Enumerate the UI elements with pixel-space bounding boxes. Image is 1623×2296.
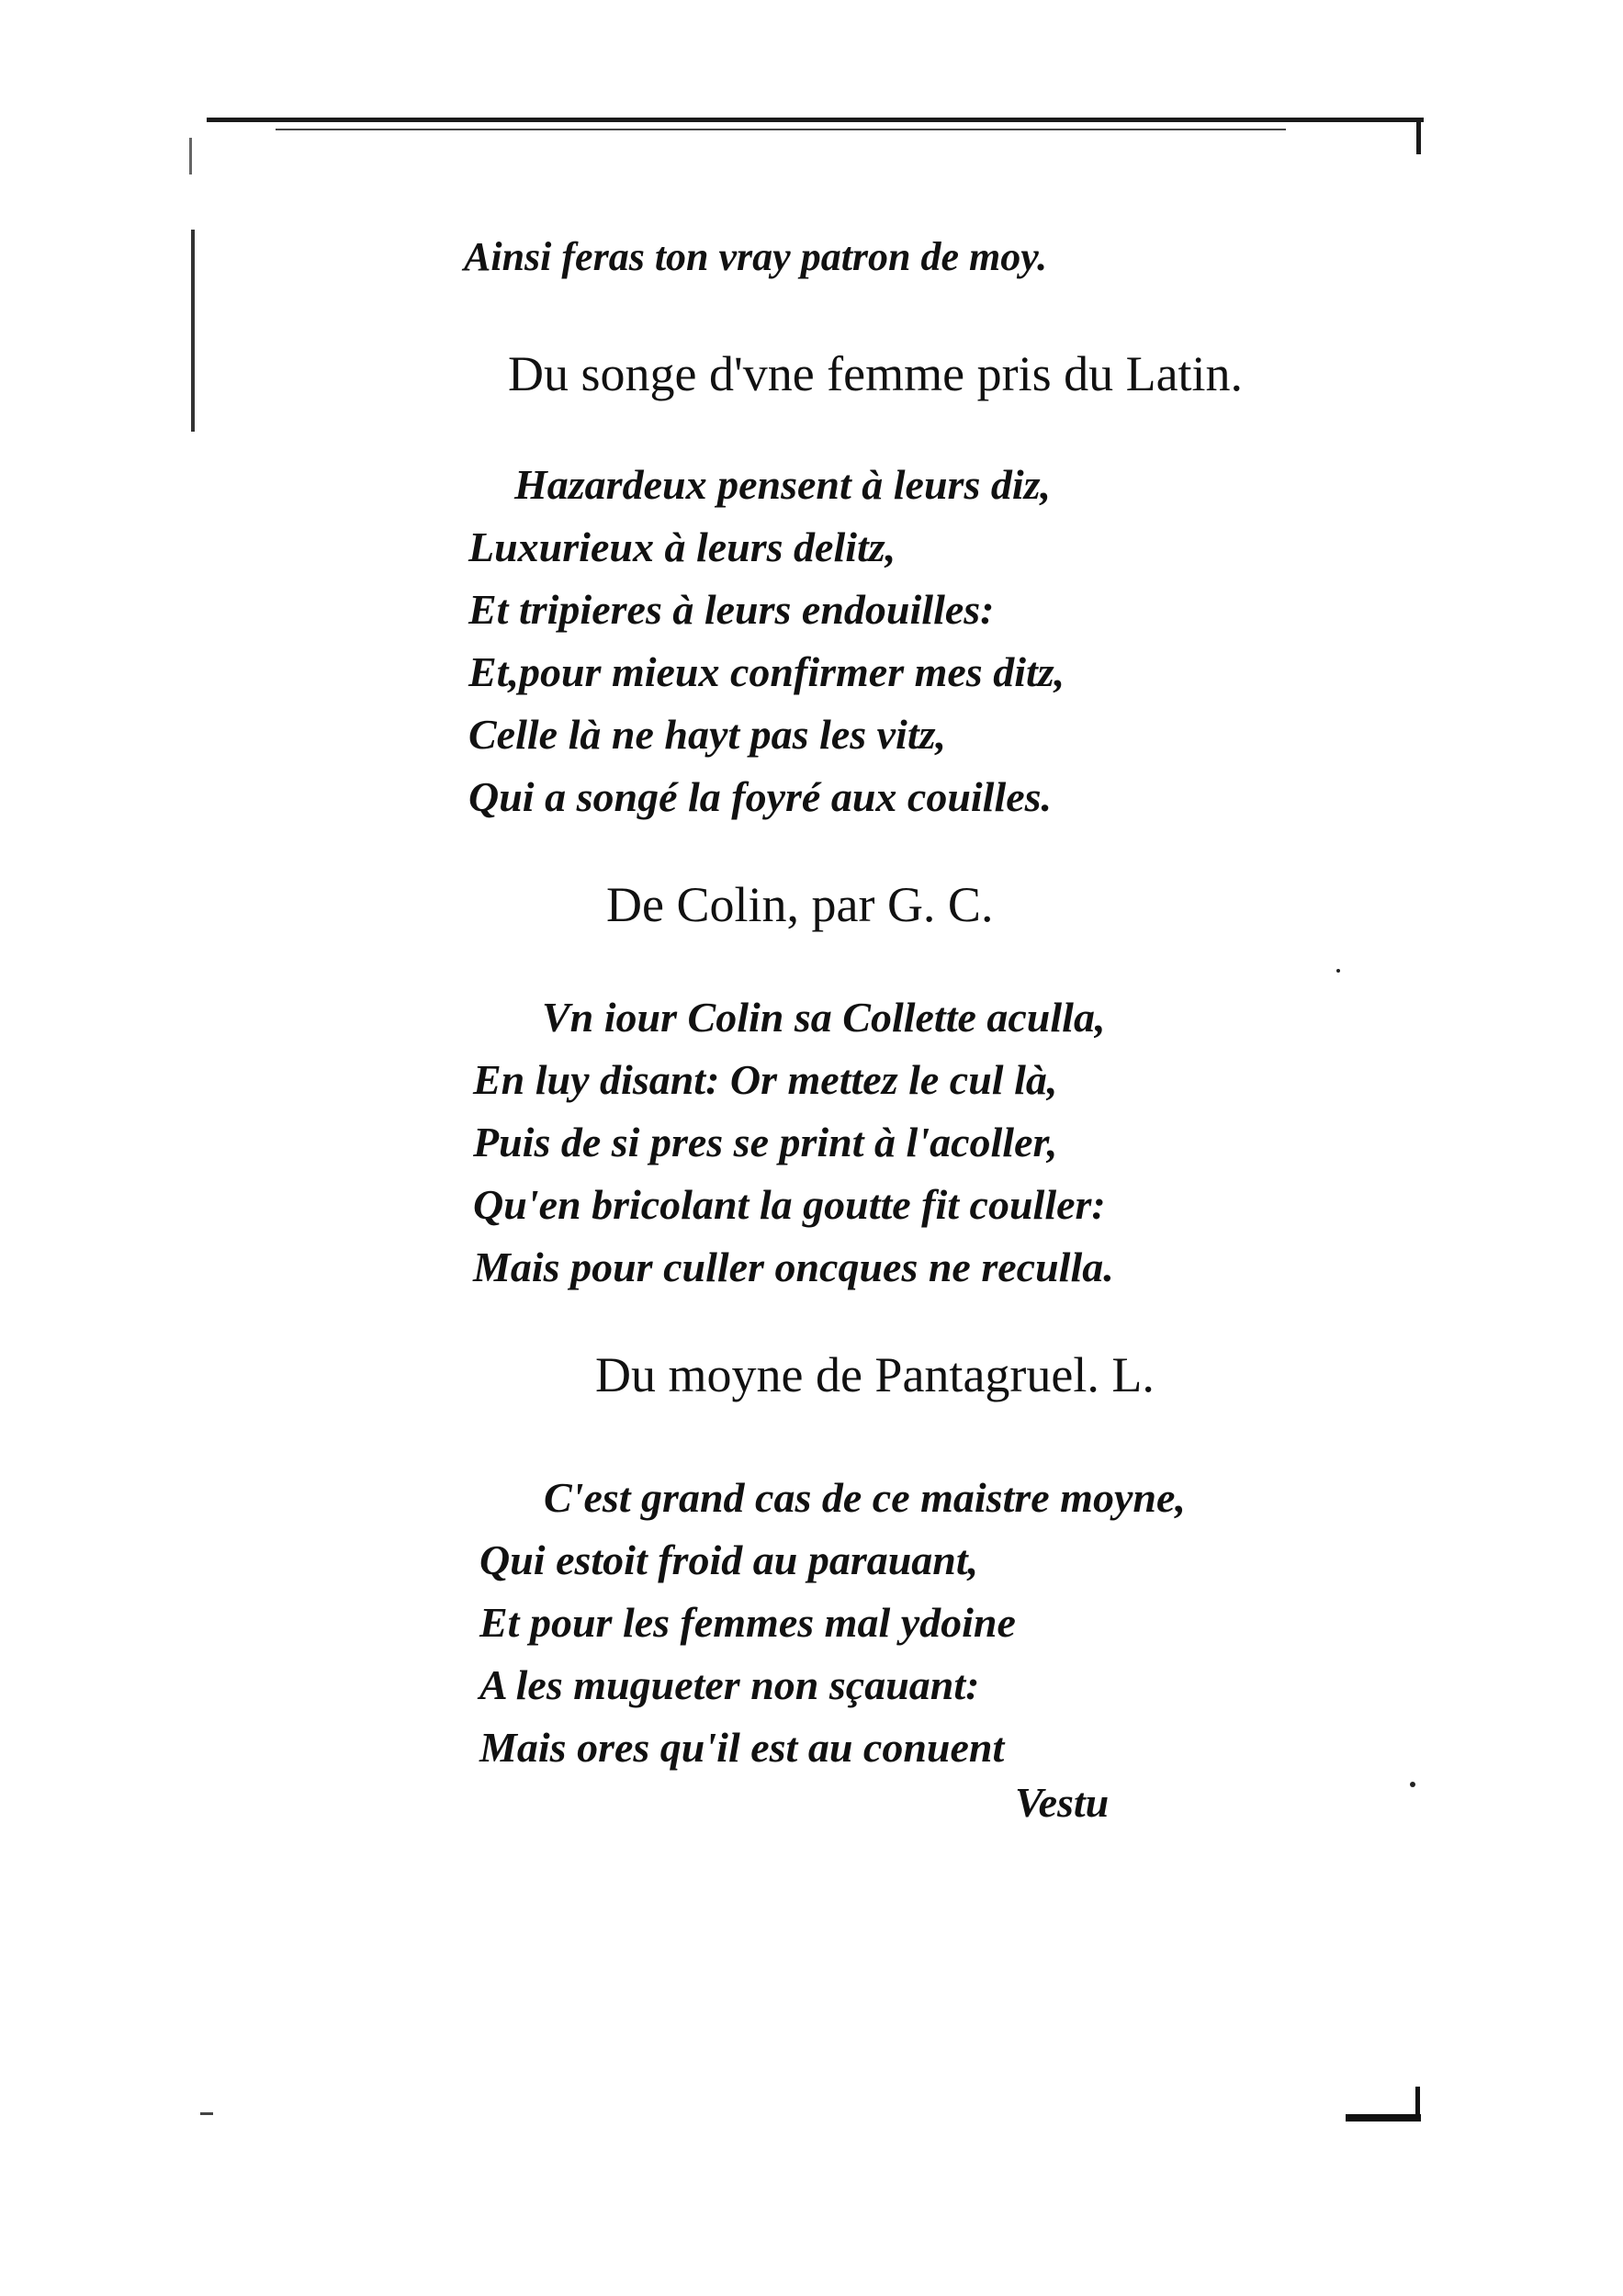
verse-line: Mais ores qu'il est au conuent	[479, 1724, 1005, 1771]
first-line: Ainsi feras ton vray patron de moy.	[464, 234, 1048, 279]
verse-line: Qui estoit froid au parauant,	[479, 1536, 979, 1583]
page-corner-bottom-right	[1346, 2114, 1421, 2122]
section-heading: Du songe d'vne femme pris du Latin.	[508, 346, 1244, 401]
page-corner-bottom-right-vertical	[1415, 2087, 1420, 2122]
verse-line: A les mugueter non sçauant:	[479, 1661, 980, 1708]
verse-line: Mais pour culler oncques ne reculla.	[473, 1244, 1114, 1290]
verse-line: Hazardeux pensent à leurs diz,	[514, 461, 1052, 508]
page-corner-top-right	[1416, 118, 1421, 154]
ink-speck	[1410, 1782, 1415, 1787]
verse-line: Qui a songé la foyré aux couilles.	[468, 773, 1053, 820]
verse-line: Puis de si pres se print à l'acoller,	[473, 1119, 1058, 1165]
page-left-edge	[191, 230, 195, 432]
page-top-rule-thin	[276, 129, 1286, 130]
catchword: Vestu	[1015, 1779, 1110, 1826]
verse-line: Et,pour mieux confirmer mes ditz,	[468, 648, 1065, 695]
verse-line: Qu'en bricolant la goutte fit couller:	[473, 1181, 1106, 1228]
verse-line: C'est grand cas de ce maistre moyne,	[544, 1474, 1186, 1521]
page-left-edge-mark	[189, 138, 192, 174]
ink-speck	[1336, 969, 1340, 973]
verse-line: Et pour les femmes mal ydoine	[479, 1599, 1016, 1646]
page-top-rule	[207, 118, 1424, 122]
verse-line: Luxurieux à leurs delitz,	[468, 523, 896, 570]
verse-line: En luy disant: Or mettez le cul là,	[473, 1056, 1058, 1103]
verse-line: Vn iour Colin sa Collette aculla,	[542, 994, 1106, 1041]
verse-line: Et tripieres à leurs endouilles:	[468, 586, 995, 633]
page-bottom-left-mark	[200, 2112, 213, 2115]
section-heading: Du moyne de Pantagruel. L.	[595, 1347, 1155, 1402]
verse-line: Celle là ne hayt pas les vitz,	[468, 711, 947, 758]
section-heading: De Colin, par G. C.	[606, 877, 994, 932]
